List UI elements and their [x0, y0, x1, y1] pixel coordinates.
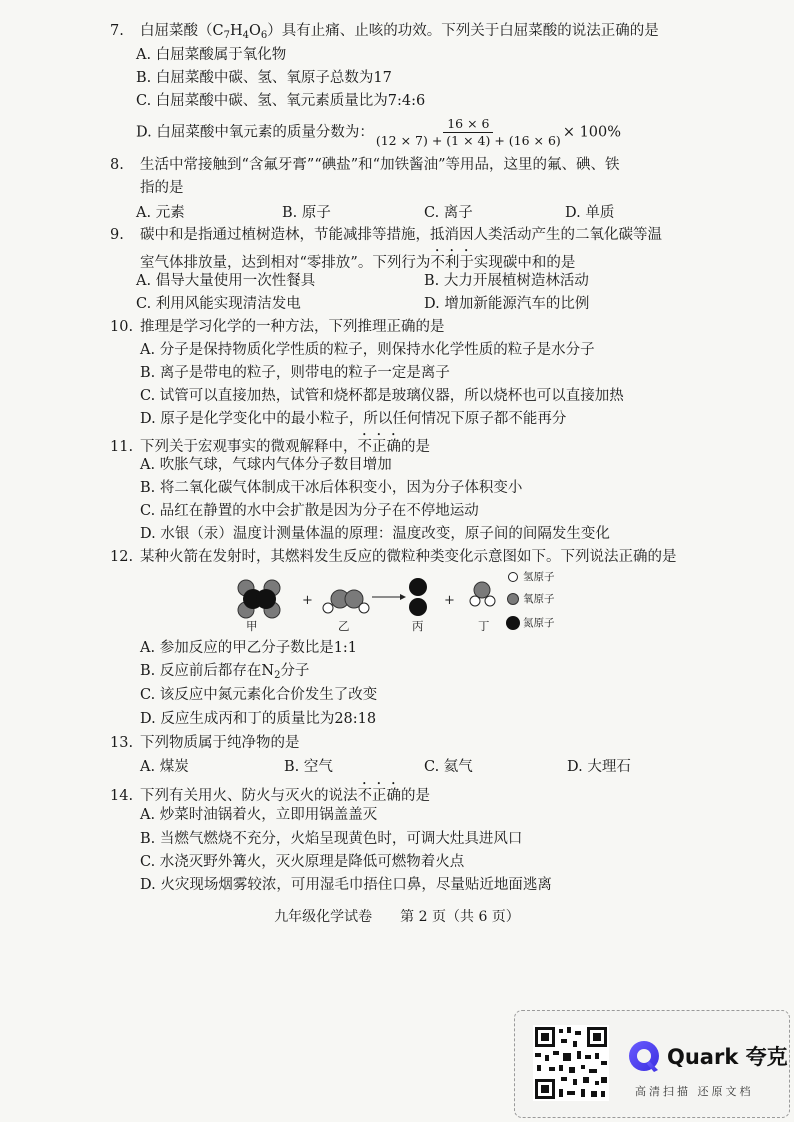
- question-13-stem: [110, 732, 300, 754]
- q7-stem-part: 白屈菜酸（C: [140, 23, 224, 39]
- question-number: 8.: [110, 157, 124, 173]
- q10-stem: 推理是学习化学的一种方法，下列推理正确的是: [140, 319, 445, 335]
- subscript: 7: [223, 30, 230, 41]
- q12-stem: 某种火箭在发射时，其燃料发生反应的微粒种类变化示意图如下。下列说法正确的是: [140, 549, 677, 565]
- q7-stem-part: ）具有止痛、止咳的功效。下列关于白屈菜酸的说法正确的是: [267, 23, 659, 39]
- emphasis-text: 不正确: [357, 439, 401, 455]
- q11-option-d: D. 水银（汞）温度计测量体温的原理：温度改变，原子间的间隔发生变化: [140, 526, 610, 542]
- q7-option-d-suffix: × 100%: [562, 124, 622, 141]
- question-7-stem: [110, 20, 659, 47]
- q12-option-d: D. 反应生成丙和丁的质量比为28:18: [140, 711, 377, 727]
- legend-label-hydrogen: 氢原子: [523, 571, 555, 583]
- q9-option-d: D. 增加新能源汽车的比例: [424, 296, 590, 312]
- question-number: 11.: [110, 439, 134, 455]
- q8-option-c: C. 离子: [424, 205, 473, 221]
- question-number: 14.: [110, 788, 134, 804]
- q7-option-d: [136, 116, 621, 149]
- emphasis-text: 不利于: [430, 255, 474, 271]
- question-number: 7.: [110, 23, 124, 39]
- q10-option-a: A. 分子是保持物质化学性质的粒子，则保持水化学性质的粒子是水分子: [140, 342, 595, 358]
- molecule-label-yi: 乙: [338, 619, 350, 633]
- q7-option-d-prefix: D. 白屈菜酸中氧元素的质量分数为：: [136, 124, 374, 141]
- molecule-label-ding: 丁: [478, 619, 490, 633]
- q11-option-b: B. 将二氧化碳气体制成干冰后体积变小，因为分子体积变小: [140, 480, 523, 496]
- legend-marker-nitrogen: [506, 616, 520, 630]
- q13-option-d: D. 大理石: [567, 759, 631, 775]
- legend-label-oxygen: 氧原子: [523, 593, 555, 605]
- q12-option-c: C. 该反应中氮元素化合价发生了改变: [140, 687, 378, 703]
- q9-line1: 碳中和是指通过植树造林，节能减排等措施，抵消因人类活动产生的二氧化碳等温: [140, 227, 662, 243]
- q11-stem-part: 的是: [401, 439, 430, 455]
- plus-sign: +: [302, 593, 313, 608]
- q11-option-c: C. 品红在静置的水中会扩散是因为分子在不停地运动: [140, 503, 479, 519]
- page-footer: 九年级化学试卷 第 2 页（共 6 页）: [274, 909, 520, 925]
- question-9-stem: [110, 224, 662, 246]
- q14-option-b: B. 当燃气燃烧不充分，火焰呈现黄色时，可调大灶具进风口: [140, 831, 523, 847]
- q8-option-d: D. 单质: [565, 205, 615, 221]
- legend-label-nitrogen: 氮原子: [523, 617, 555, 629]
- plus-sign: +: [444, 593, 455, 608]
- q12-option-b-part: B. 反应前后都存在N: [140, 663, 275, 679]
- q12-option-b: [140, 660, 309, 687]
- q14-option-d: D. 火灾现场烟雾较浓，可用湿毛巾捂住口鼻，尽量贴近地面逃离: [140, 877, 552, 893]
- quark-tagline: 高清扫描 还原文档: [635, 1085, 754, 1098]
- q14-option-c: C. 水浇灭野外篝火，灭火原理是降低可燃物着火点: [140, 854, 465, 870]
- q14-stem-part: 下列有关用火、防火与灭火的说法: [140, 788, 358, 804]
- subscript: 6: [260, 30, 268, 41]
- scanner-watermark: [514, 1010, 790, 1118]
- q7-stem-part: H: [229, 23, 243, 39]
- question-12-stem: [110, 546, 677, 568]
- qr-code-icon: [533, 1025, 609, 1101]
- question-number: 12.: [110, 549, 134, 565]
- question-number: 13.: [110, 735, 134, 751]
- question-14-stem: [110, 780, 430, 807]
- q14-stem-part: 的是: [401, 788, 430, 804]
- question-10-stem: [110, 316, 445, 338]
- q9-line2-part: 实现碳中和的是: [473, 255, 576, 271]
- q9-line2-part: 室气体排放量，达到相对“零排放”。下列行为: [140, 255, 431, 271]
- question-number: 10.: [110, 319, 134, 335]
- molecule-label-jia: 甲: [246, 619, 258, 633]
- q11-option-a: A. 吹胀气球，气球内气体分子数目增加: [140, 457, 392, 473]
- q13-stem: 下列物质属于纯净物的是: [140, 735, 300, 751]
- q7-option-b: B. 白屈菜酸中碳、氢、氧原子总数为17: [136, 70, 392, 86]
- q9-option-b: B. 大力开展植树造林活动: [424, 273, 589, 289]
- q9-option-c: C. 利用风能实现清洁发电: [136, 296, 301, 312]
- q9-option-a: A. 倡导大量使用一次性餐具: [136, 273, 316, 289]
- q8-option-a: A. 元素: [136, 205, 185, 221]
- molecule-jia: [238, 580, 280, 618]
- q12-option-b-part: 分子: [280, 663, 310, 679]
- q8-option-b: B. 原子: [282, 205, 331, 221]
- q14-option-a: A. 炒菜时油锅着火，立即用锅盖盖灭: [140, 807, 378, 823]
- question-number: 9.: [110, 227, 124, 243]
- q10-option-c: C. 试管可以直接加热，试管和烧杯都是玻璃仪器，所以烧杯也可以直接加热: [140, 388, 624, 404]
- molecule-ding: [470, 582, 495, 606]
- q12-option-a: A. 参加反应的甲乙分子数比是1:1: [140, 640, 358, 656]
- q10-option-d: D. 原子是化学变化中的最小粒子，所以任何情况下原子都不能再分: [140, 411, 567, 427]
- q11-stem-part: 下列关于宏观事实的微观解释中，: [140, 439, 358, 455]
- reaction-molecules: [232, 572, 572, 638]
- emphasis-text: 不正确: [357, 788, 401, 804]
- q7-stem-part: O: [249, 23, 261, 39]
- q13-option-c: C. 氦气: [424, 759, 473, 775]
- legend-marker-oxygen: [508, 594, 519, 605]
- subscript: 4: [242, 30, 250, 41]
- q13-option-b: B. 空气: [284, 759, 333, 775]
- q7-option-c: C. 白屈菜酸中碳、氢、氧元素质量比为7:4:6: [136, 93, 426, 109]
- question-8-stem: [110, 154, 619, 176]
- quark-brand-name: Quark 夸克: [667, 1045, 788, 1069]
- q8-line1: 生活中常接触到“含氟牙膏”“碘盐”和“加铁酱油”等用品，这里的氟、碘、铁: [140, 157, 620, 173]
- quark-logo-icon: [627, 1039, 663, 1075]
- molecule-label-bing: 丙: [412, 619, 424, 633]
- fraction-denominator: (12 × 7) + (1 × 4) + (16 × 6): [375, 133, 561, 148]
- subscript: 2: [274, 670, 281, 681]
- q10-option-b: B. 离子是带电的粒子，则带电的粒子一定是离子: [140, 365, 450, 381]
- fraction-numerator: 16 × 6: [443, 116, 493, 133]
- molecule-bing: [409, 578, 427, 616]
- q8-line2: 指的是: [140, 180, 184, 196]
- fraction: [376, 116, 561, 149]
- q7-option-a: A. 白屈菜酸属于氧化物: [136, 47, 287, 63]
- legend-marker-hydrogen: [509, 573, 518, 582]
- molecule-yi: [323, 590, 369, 613]
- reaction-diagram: [232, 572, 572, 638]
- q13-option-a: A. 煤炭: [140, 759, 189, 775]
